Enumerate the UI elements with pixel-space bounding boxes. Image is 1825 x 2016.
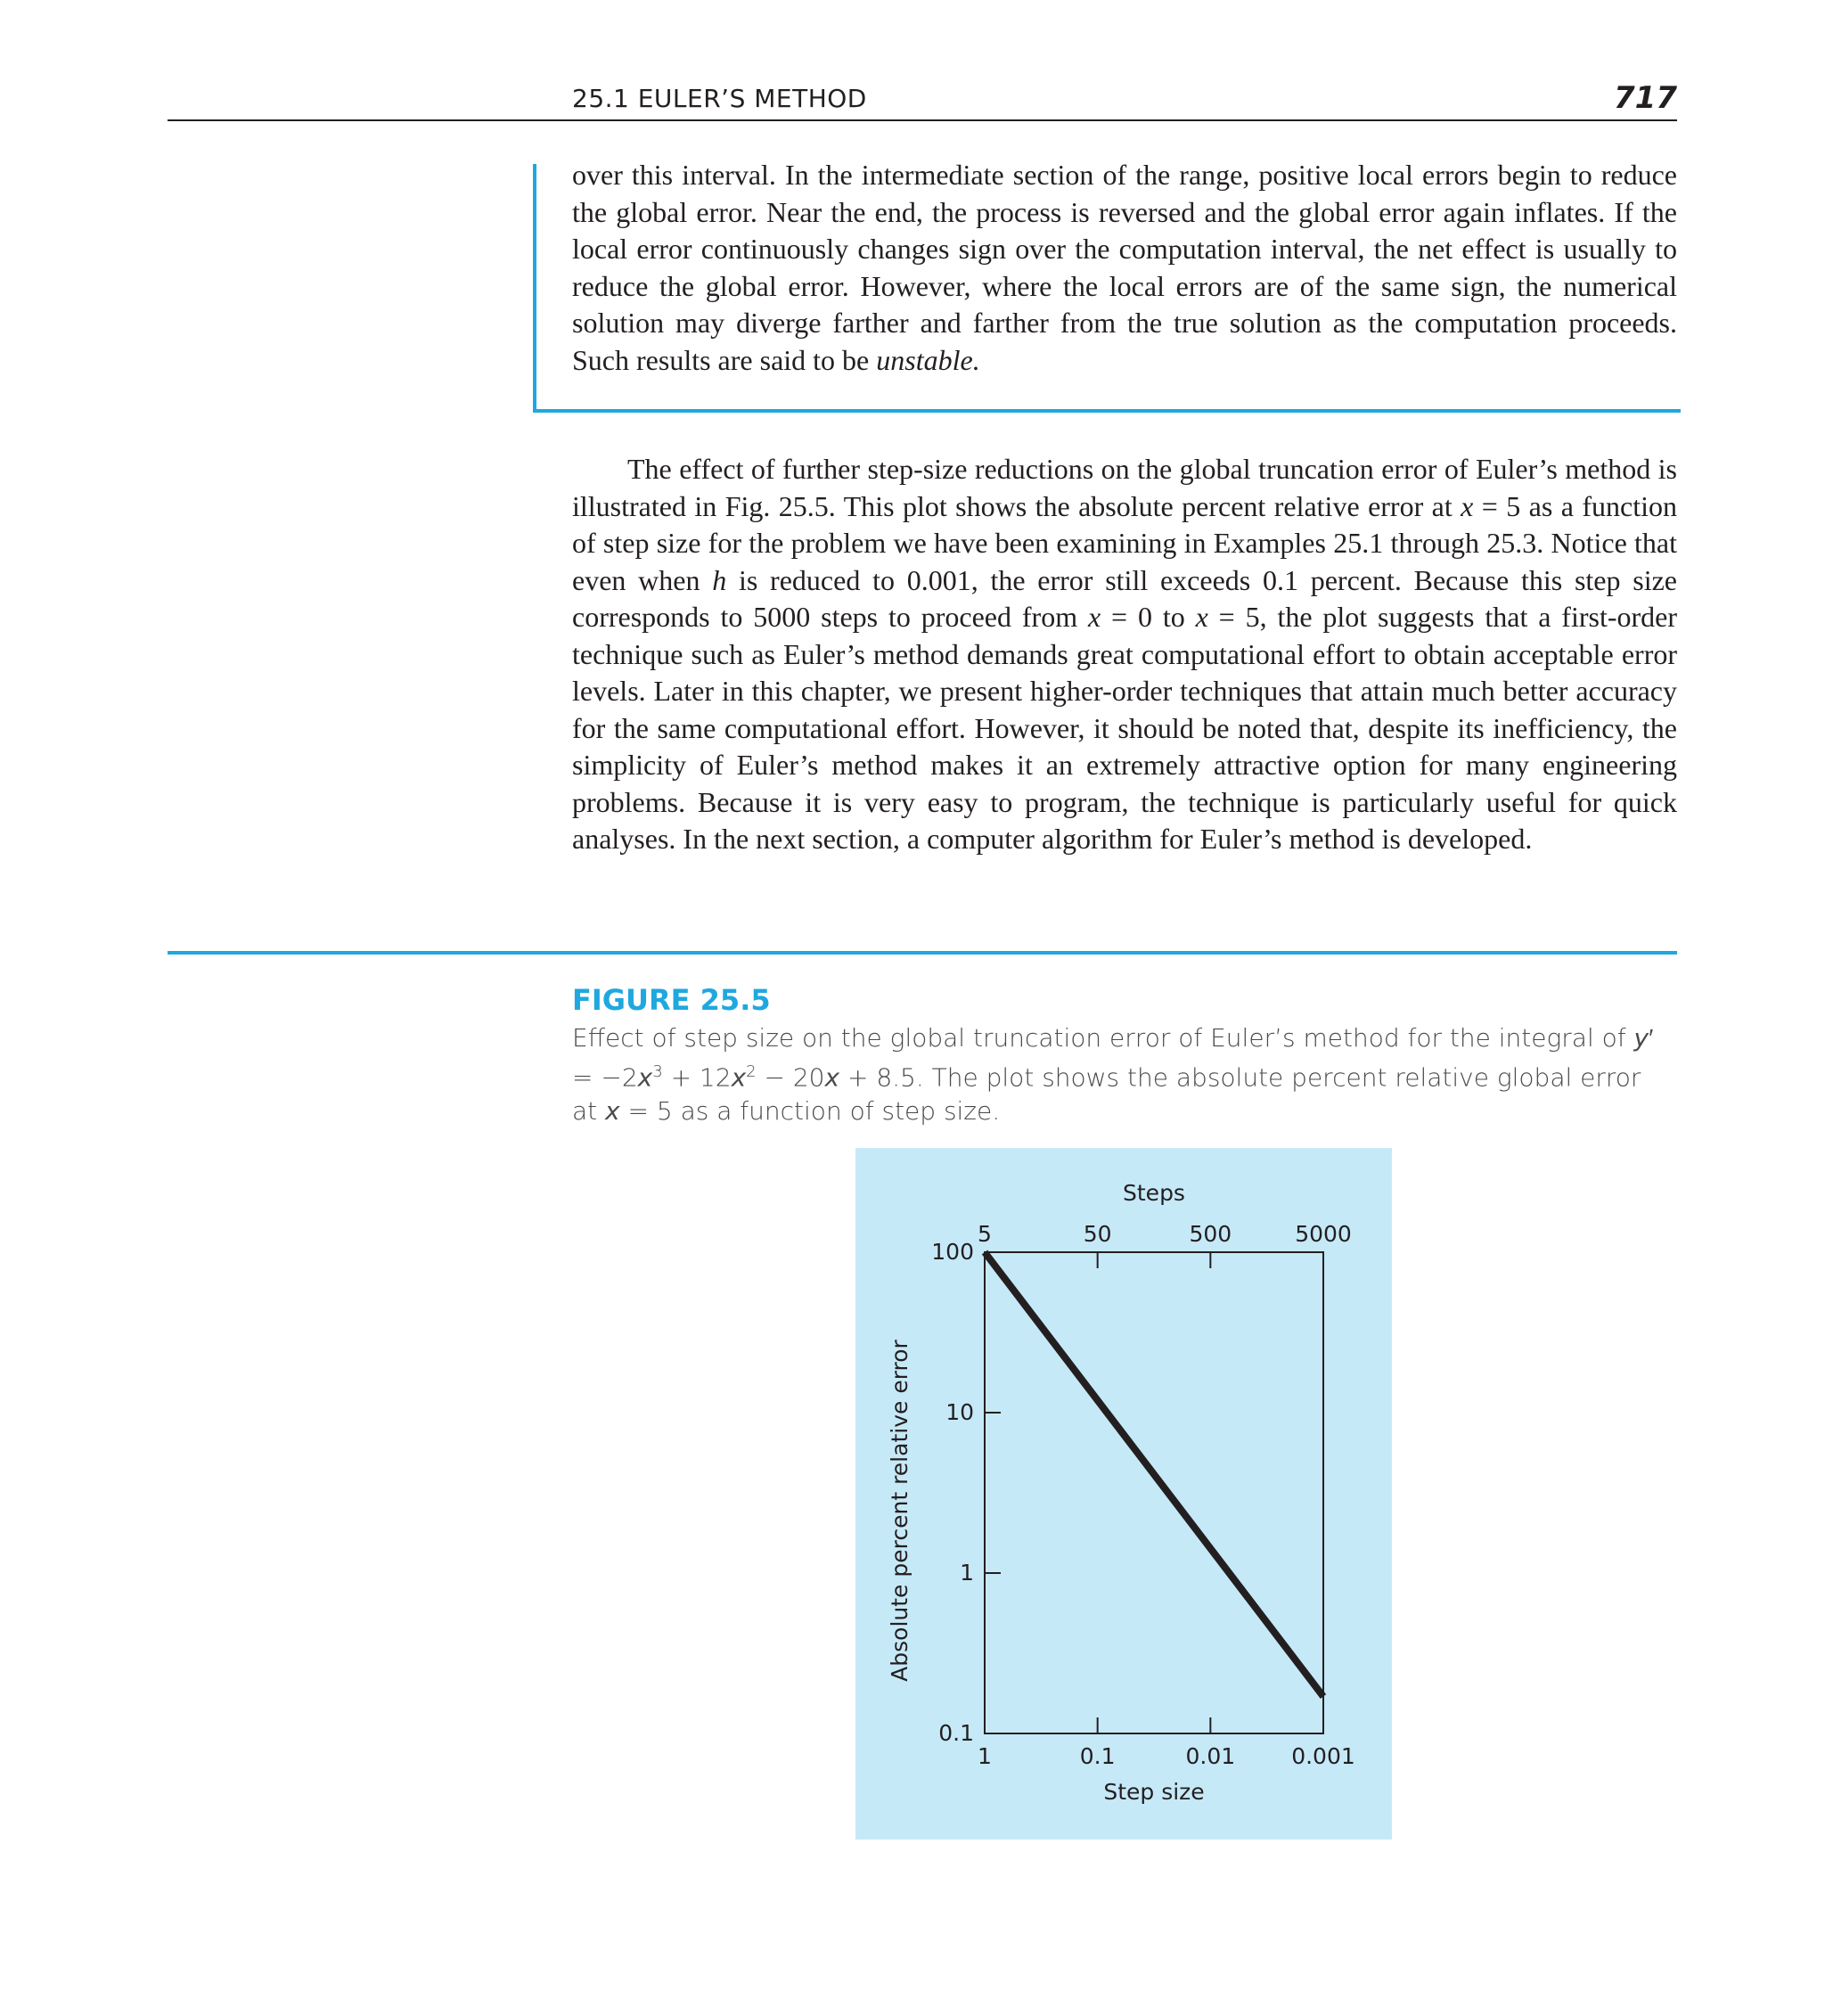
y-tick-label: 1 — [960, 1560, 974, 1586]
running-head — [168, 82, 1677, 121]
box-paragraph: over this interval. In the intermediate section of the range, positive local errors begin to reduce the global error. Near the end, the process is reversed and the global error again inflates. If the local error continuously changes sign over the computation interval, the net effect is usually to reduce the global error. However, where the local errors are of the same sign, the numerical solution may diverge farther and farther from the true solution as the computation proceeds. Such results are said to be unstable. — [572, 159, 1677, 376]
chart-panel — [855, 1148, 1392, 1840]
top-tick-label: 500 — [1189, 1221, 1232, 1247]
top-axis-label: Steps — [1123, 1180, 1185, 1206]
emphasis-unstable: unstable. — [876, 343, 980, 376]
top-tick-label: 5000 — [1295, 1221, 1352, 1247]
figure-label: FIGURE 25.5 — [572, 983, 771, 1017]
figure-caption: Effect of step size on the global truncation error of Euler’s method for the integral of $y' = -2x^3 + 12x^2 - 20x + 8.5$. The plot shows the absolute percent relative global error at x = 5 as a function of step size. — [572, 1023, 1654, 1127]
error-vs-stepsize-chart — [855, 1148, 1392, 1840]
top-tick-label: 50 — [1083, 1221, 1112, 1247]
error-series-line — [985, 1252, 1323, 1697]
figure-rule — [168, 951, 1677, 955]
y-tick-label: 10 — [945, 1399, 974, 1425]
x-tick-label: 0.001 — [1291, 1743, 1355, 1769]
y-tick-label: 0.1 — [938, 1720, 974, 1746]
section-title: 25.1 EULER’S METHOD — [572, 84, 867, 113]
x-tick-label: 0.01 — [1185, 1743, 1236, 1769]
y-tick-label: 100 — [931, 1239, 974, 1265]
body-paragraph: The effect of further step-size reductions on the global truncation error of Euler’s method is illustrated in Fig. 25.5. This plot shows the absolute percent relative error at x = 5 as a function of step size for the problem we have been examining in Examples 25.1 through 25.3. Notice that even when h is reduced to 0.001, the error still exceeds 0.1 percent. Because this step size corresponds to 5000 steps to proceed from x = 0 to x = 5, the plot suggests that a first-order technique such as Euler’s method demands great computational effort to obtain acceptable error levels. Later in this chapter, we present higher-order techniques that attain much better accuracy for the same computational effort. However, it should be noted that, despite its inefficiency, the simplicity of Euler’s method makes it an extremely attractive option for many engineering problems. Because it is very easy to program, the technique is particularly useful for quick analyses. In the next section, a computer algorithm for Euler’s method is developed. — [572, 453, 1678, 855]
x-tick-label: 1 — [978, 1743, 992, 1769]
x-tick-label: 0.1 — [1079, 1743, 1116, 1769]
y-axis-label: Absolute percent relative error — [887, 1340, 912, 1682]
page-number: 717 — [1614, 80, 1677, 116]
top-tick-label: 5 — [978, 1221, 992, 1247]
x-axis-label: Step size — [1103, 1779, 1205, 1805]
